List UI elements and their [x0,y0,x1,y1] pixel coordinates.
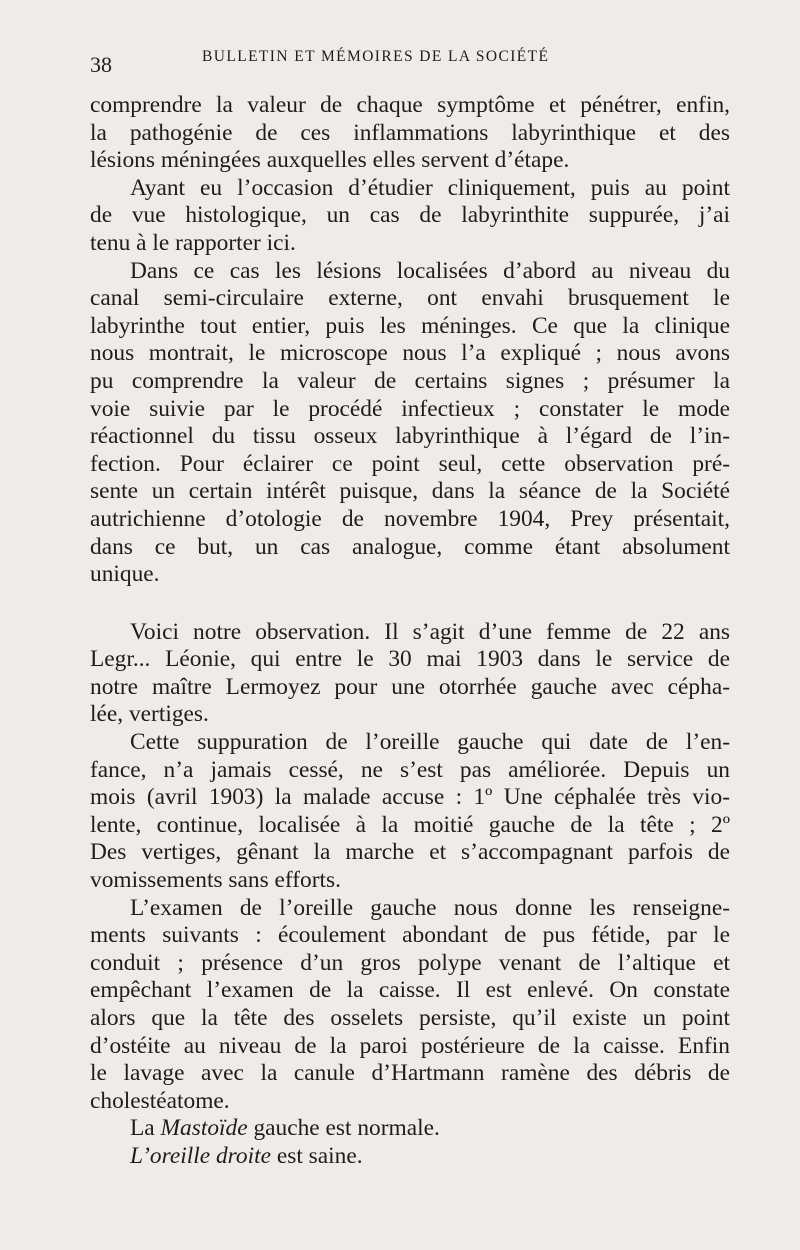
text-line: labyrinthe tout entier, puis les méninges. Ce que la clinique [90,312,730,339]
text-line: conduit ; présence d’un gros polype venant de l’altique et [90,949,730,976]
page-number: 38 [90,52,112,77]
text-line: lée, vertiges. [90,701,209,728]
text-line: Des vertiges, gênant la marche et s’accompagnant parfois de [90,839,730,866]
text-line: empêchant l’examen de la caisse. Il est enlevé. On constate [90,977,730,1004]
text-line: Legr... Léonie, qui entre le 30 mai 1903 dans le service de [90,646,730,673]
text-line: fection. Pour éclairer ce point seul, cette observation pré- [90,450,730,477]
text-line: réactionnel du tissu osseux labyrinthique à l’égard de l’in- [90,423,730,450]
text-line: fance, n’a jamais cessé, ne s’est pas améliorée. Depuis un [90,756,730,783]
text-line: ments suivants : écoulement abondant de pus fétide, par le [90,922,730,949]
text-run: La [130,1115,161,1142]
italic-term: L’oreille droite [130,1142,271,1169]
text-line: lésions méningées auxquelles elles servent d’étape. [90,147,570,174]
text-line: Cette suppuration de l’oreille gauche qui date de l’en- [130,729,730,756]
text-line: Ayant eu l’occasion d’étudier cliniquement, puis au point [130,174,730,201]
text-line: le lavage avec la canule d’Hartmann ramène des débris de [90,1060,730,1087]
section-break [90,589,730,619]
paragraph [90,92,730,175]
text-line: lente, continue, localisée à la moitié gauche de la tête ; 2º [90,811,730,838]
mastoide-line [90,1115,730,1143]
paragraph [90,619,730,729]
text-line: comprendre la valeur de chaque symptôme et pénétrer, enfin, [90,92,730,118]
text-line: Dans ce cas les lésions localisées d’abord au niveau du [130,257,730,284]
page-header [90,44,740,80]
oreille-line [90,1143,730,1171]
paragraph [90,895,730,1116]
text-line: la pathogénie de ces inflammations labyrinthique et des [90,119,730,146]
text-line: dans ce but, un cas analogue, comme étant absolument [90,533,730,560]
text-line: mois (avril 1903) la malade accuse : 1º Une céphalée très vio- [90,784,730,811]
text-line: pu comprendre la valeur de certains signes ; présumer la [90,367,730,394]
paragraph [90,175,730,258]
text-line: autrichienne d’otologie de novembre 1904, Prey présentait, [90,505,730,532]
text-line: L’examen de l’oreille gauche nous donne les renseigne- [130,894,730,921]
text-line: Voici notre observation. Il s’agit d’une femme de 22 ans [130,618,730,645]
text-line: de vue histologique, un cas de labyrinthite suppurée, j’ai [90,202,730,229]
text-run: est saine. [270,1142,363,1169]
text-line: unique. [90,561,160,588]
paragraph [90,729,730,895]
paragraph [90,258,730,589]
text-line: vomissements sans efforts. [90,867,341,894]
text-line: canal semi-circulaire externe, ont envahi brusquement le [90,285,730,312]
running-head: BULLETIN ET MÉMOIRES DE LA SOCIÉTÉ [202,48,550,65]
text-line: d’ostéite au niveau de la paroi postérieure de la caisse. Enfin [90,1032,730,1059]
text-line: cholestéatome. [90,1087,230,1114]
text-run: gauche est normale. [247,1115,440,1142]
text-line: voie suivie par le procédé infectieux ; constater le mode [90,395,730,422]
text-line: tenu à le rapporter ici. [90,229,296,256]
italic-term: Mastoïde [160,1115,248,1142]
text-line: alors que la tête des osselets persiste, qu’il existe un point [90,1005,730,1031]
text-line: sente un certain intérêt puisque, dans la séance de la Société [90,478,730,505]
text-line: nous montrait, le microscope nous l’a expliqué ; nous avons [90,340,730,367]
text-line: notre maître Lermoyez pour une otorrhée gauche avec cépha- [90,673,730,700]
page-body [90,92,730,1171]
paragraph [90,1115,730,1170]
